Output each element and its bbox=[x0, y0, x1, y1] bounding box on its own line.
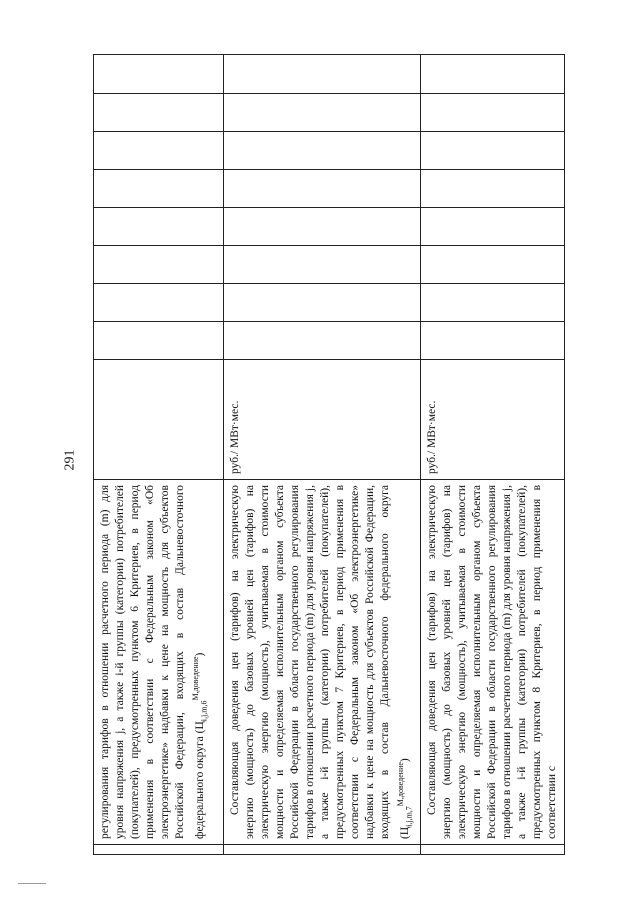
empty-cell bbox=[224, 208, 421, 246]
page-number: 291 bbox=[62, 449, 78, 471]
empty-cell bbox=[94, 94, 224, 132]
blank-cell bbox=[224, 845, 421, 855]
description-cell bbox=[224, 480, 421, 845]
empty-cell bbox=[421, 55, 565, 94]
blank-cell bbox=[94, 845, 224, 855]
empty-cell bbox=[421, 94, 565, 132]
empty-cell bbox=[224, 246, 421, 284]
empty-cell bbox=[224, 284, 421, 322]
table-row bbox=[94, 55, 224, 855]
empty-cell bbox=[94, 170, 224, 208]
tariff-table bbox=[93, 54, 565, 855]
description-cell bbox=[94, 480, 224, 845]
top-rule bbox=[18, 883, 46, 884]
empty-cell bbox=[94, 55, 224, 94]
empty-cell bbox=[421, 132, 565, 170]
rotated-table-container bbox=[93, 55, 558, 855]
table-row bbox=[421, 55, 565, 855]
empty-cell bbox=[421, 208, 565, 246]
empty-cell bbox=[94, 246, 224, 284]
description-cell bbox=[421, 480, 565, 845]
empty-cell bbox=[94, 322, 224, 360]
unit-cell: руб./ МВт·мес. bbox=[421, 360, 565, 480]
empty-cell bbox=[421, 322, 565, 360]
description-text: Составляющая доведения цен (тарифов) на электрическую энергию (мощность) до базовых уровней цен (тарифов) на электрическую энергию (мощность), учитываемая в стоимости мощности и определяемая исполнительным органом субъекта Российской Федерации в области государственного регулирования тарифов в отношении расчетного периода (m) для уровня напряжения j, а также i-й группы (категории) потребителей (покупателей), предусмотренных пунктом 8 Критериев, в период применения в соответствии с bbox=[426, 485, 559, 839]
unit-cell bbox=[94, 360, 224, 480]
empty-cell bbox=[224, 94, 421, 132]
description-text: регулирования тарифов в отношении расчетного периода (m) для уровня напряжения j, а также i-й группы (категории) потребителей (покупателей), предусмотренных пунктом 6 Критериев, в период применения в соответствии с Федеральным законом «Об электроэнергетике» надбавки к цене на мощность для субъектов Российской Федерации, входящих в состав Дальневосточного федерального округа bbox=[99, 485, 206, 839]
empty-cell bbox=[421, 170, 565, 208]
table-row bbox=[224, 55, 421, 855]
symbol: $(Ц_{i,j,m,7}^{М,доведение})$ bbox=[396, 758, 414, 839]
empty-cell bbox=[94, 132, 224, 170]
empty-cell bbox=[224, 132, 421, 170]
empty-cell bbox=[94, 208, 224, 246]
blank-cell bbox=[421, 845, 565, 855]
empty-cell bbox=[421, 246, 565, 284]
symbol: $(Ц_{i,j,m,6}^{М,доведение})$ bbox=[191, 652, 209, 734]
unit-cell: руб./ МВт·мес. bbox=[224, 360, 421, 480]
description-text: Составляющая доведения цен (тарифов) на электрическую энергию (мощность) до базовых уровней цен (тарифов) на электрическую энергию (мощность), учитываемая в стоимости мощности и определяемая исполнительным органом субъекта Российской Федерации в области государственного регулирования тарифов в отношении расчетного периода (m) для уровня напряжения j, а также i-й группы (категории) потребителей (покупателей), предусмотренных пунктом 7 Критериев, в период применения в соответствии с Федеральным законом «Об электроэнергетике» надбавки к цене на мощность для субъектов Российской Федерации, входящих в состав Дальневосточного федерального округа bbox=[229, 485, 391, 839]
empty-cell bbox=[224, 322, 421, 360]
empty-cell bbox=[421, 284, 565, 322]
empty-cell bbox=[224, 170, 421, 208]
empty-cell bbox=[224, 55, 421, 94]
empty-cell bbox=[94, 284, 224, 322]
